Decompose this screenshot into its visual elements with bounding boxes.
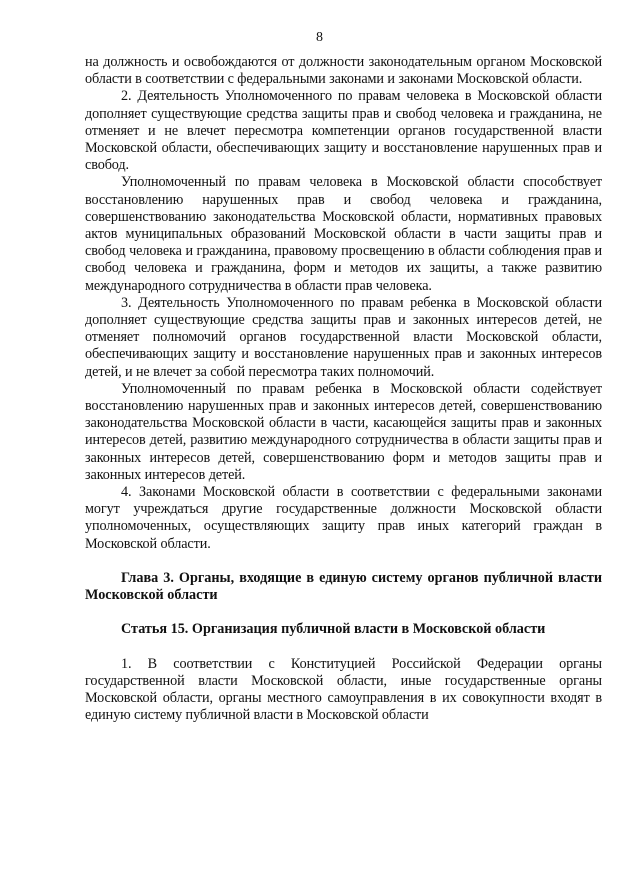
- paragraph-article-15-1: 1. В соответствии с Конституцией Российской Федерации органы государственной власти Московской области, иные государственные органы Московской области, органы местного самоуправления в их совокупности входят в единую систему публичной власти в Московской области: [85, 655, 602, 724]
- paragraph-human-rights-ombudsman-activity: 2. Деятельность Уполномоченного по правам человека в Московской области дополняет существующие средства защиты прав и свобод человека и гражданина, не отменяет и не влечет пересмотра компетенции органов государственной власти Московской области, обеспечивающих защиту и восстановление нарушенных прав и свобод.: [85, 88, 602, 174]
- paragraph-other-ombudsmen: 4. Законами Московской области в соответствии с федеральными законами могут учреждаться другие государственные должности Московской области уполномоченных, осуществляющих защиту прав иных категорий граждан в Московской области.: [85, 484, 602, 552]
- paragraph-human-rights-ombudsman-role: Уполномоченный по правам человека в Московской области способствует восстановлению нарушенных прав и свобод человека и гражданина, совершенствованию законодательства Московской области, нормативных правовых актов муниципальных образований Московской области в части защиты прав и свобод человека и гражданина, правовому просвещению в области соблюдения прав и свобод человека и гражданина, форм и методов их защиты, а также развитию международного сотрудничества в области прав человека.: [85, 174, 602, 294]
- document-body: [85, 54, 602, 724]
- paragraph-child-rights-ombudsman-role: Уполномоченный по правам ребенка в Московской области содействует восстановлению нарушенных прав и законных интересов детей, совершенствованию законодательства Московской области в части, касающейся защиты прав и законных интересов детей, развитию международного сотрудничества в области защиты прав и законных интересов детей, совершенствованию форм и методов защиты прав и законных интересов детей.: [85, 380, 602, 483]
- paragraph-continuation: на должность и освобождаются от должности законодательным органом Московской области в соответствии с федеральными законами и законами Московской области.: [85, 54, 602, 88]
- article-heading: Статья 15. Организация публичной власти в Московской области: [121, 621, 546, 638]
- page-number: 8: [316, 30, 323, 45]
- chapter-heading: Глава 3. Органы, входящие в единую систему органов публичной власти Московской области: [85, 569, 602, 604]
- paragraph-child-rights-ombudsman-activity: 3. Деятельность Уполномоченного по правам ребенка в Московской области дополняет существующие средства защиты прав и законных интересов детей, не отменяет полномочий органов государственной власти Московской области, обеспечивающих защиту и восстановление нарушенных прав и законных интересов детей, и не влечет за собой пересмотра таких полномочий.: [85, 294, 602, 380]
